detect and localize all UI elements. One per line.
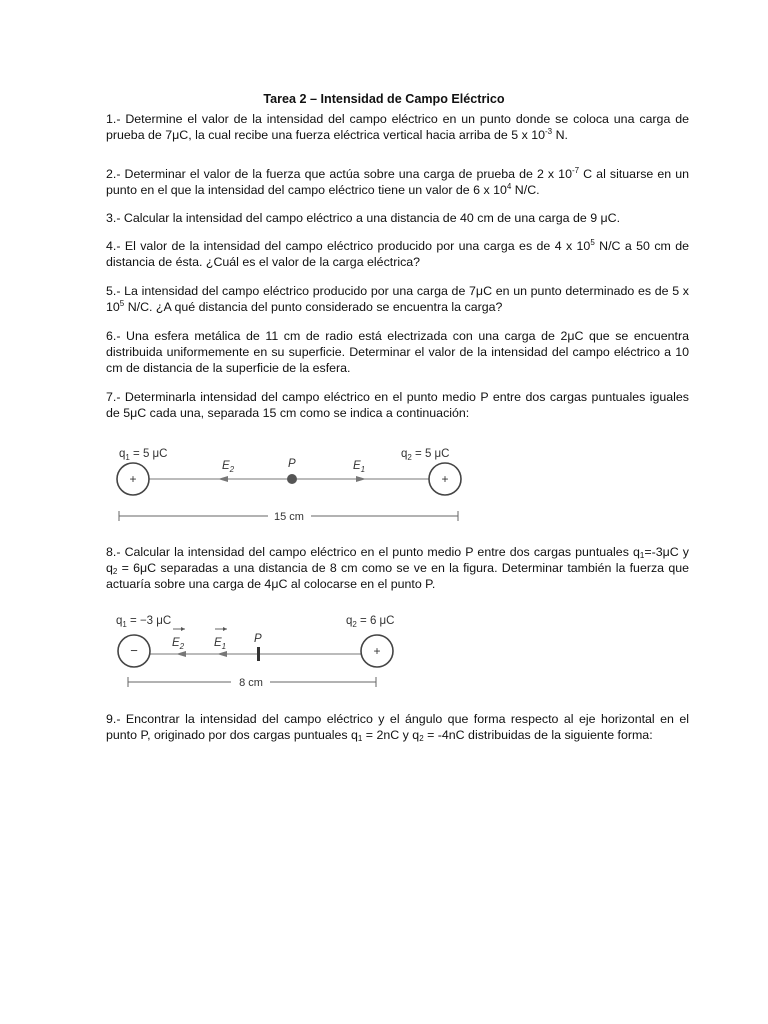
question-7 (106, 389, 689, 421)
question-5-text: 5.- La intensidad del campo eléctrico producido por una carga de 7μC en un punto determinado es de 5 x 10 (106, 284, 689, 314)
fig1-q2-label: $q_2 = 5$ μC (401, 448, 450, 462)
question-8-text: 8.- Calcular la intensidad del campo eléctrico en el punto medio P entre dos cargas puntuales q (106, 545, 640, 559)
question-2 (106, 166, 689, 198)
subscript: 2 (419, 734, 424, 743)
figure-2-charges-diagram (100, 605, 420, 695)
question-9-text-end: = -4nC distribuidas de la siguiente forma: (423, 728, 653, 742)
fig2-point-p-label: P (254, 633, 262, 645)
question-9 (106, 711, 689, 743)
fig2-arrow-e1 (217, 651, 227, 657)
fig1-point-p (287, 474, 297, 484)
fig1-e1-label: $E_1$ (353, 460, 366, 474)
fig2-e1-label: $E_1$ (214, 637, 227, 651)
fig1-plus-sign-right: + (441, 472, 449, 486)
question-4-text-cont: N/C a 50 cm de distancia de ésta. ¿Cuál es el valor de la carga eléctrica? (106, 239, 689, 269)
question-2-unit: N/C. (511, 183, 540, 197)
fig2-minus-sign: − (130, 643, 138, 658)
question-1-text: 1.- Determine el valor de la intensidad del campo eléctrico en un punto donde se coloca una carga de prueba de 7μC, la cual recibe una fuerza eléctrica vertical hacia arriba de 5 x 10 (106, 112, 689, 142)
question-9-text: 9.- Encontrar la intensidad del campo eléctrico y el ángulo que forma respecto al eje horizontal en el punto P, originado por dos cargas puntuales q (106, 712, 689, 742)
fig2-distance-label: 8 cm (239, 677, 263, 689)
fig1-e2-label: $E_2$ (222, 460, 235, 474)
question-4 (106, 238, 689, 270)
question-3-text: 3.- Calcular la intensidad del campo eléctrico a una distancia de 40 cm de una carga de 9 μC. (106, 211, 621, 225)
question-8-text-end: = 6μC separadas a una distancia de 8 cm como se ve en la figura. Determinar también la fuerza que actuaría sobre una carga de 4μC al colocarse en el punto P. (106, 561, 689, 591)
exponent: -3 (545, 127, 553, 136)
question-9-text-cont: = 2nC y q (362, 728, 420, 742)
page-title: Tarea 2 – Intensidad de Campo Eléctrico (263, 92, 505, 106)
fig1-arrow-e2 (218, 476, 228, 482)
fig2-vector-arrowhead-e2 (181, 627, 185, 631)
fig2-q1-label: $q_1 = -3$ μC (116, 615, 172, 629)
fig2-point-p-marker (257, 647, 260, 661)
subscript: 1 (357, 734, 363, 743)
question-5 (106, 283, 689, 315)
subscript: 1 (639, 551, 645, 560)
fig1-distance-label: 15 cm (274, 511, 304, 523)
question-6-text: 6.- Una esfera metálica de 11 cm de radio está electrizada con una carga de 2μC que se encuentra distribuida uniformemente en su superficie. Determinar el valor de la intensidad del campo eléctrico a 10 cm de distancia de la superficie de la esfera. (106, 329, 689, 375)
fig2-e2-label: $E_2$ (172, 637, 185, 651)
question-8-text-cont: =-3μC y q (106, 545, 690, 575)
question-4-text: 4.- El valor de la intensidad del campo eléctrico producido por una carga es de 4 x 10 (106, 239, 591, 253)
subscript: 2 (112, 567, 118, 576)
question-2-text-cont: C al situarse en un punto en el que la intensidad del campo eléctrico tiene un valor de 6 x 10 (106, 167, 689, 197)
fig2-vector-arrowhead-e1 (223, 627, 227, 631)
fig1-q1-label: $q_1 = 5$ μC (119, 448, 168, 462)
question-1-unit: N. (552, 128, 568, 142)
question-6 (106, 328, 689, 376)
exponent: -7 (571, 166, 580, 175)
exponent: 5 (590, 238, 595, 247)
question-7-text: 7.- Determinarla intensidad del campo eléctrico en el punto medio P entre dos cargas puntuales iguales de 5μC cada una, separada 15 cm como se indica a continuación: (106, 390, 689, 420)
question-5-text-cont: N/C. ¿A qué distancia del punto considerado se encuentra la carga? (124, 300, 503, 314)
fig1-plus-sign-left: + (129, 472, 137, 486)
exponent: 5 (119, 299, 125, 308)
exponent: 4 (506, 182, 512, 191)
fig2-arrow-e2 (176, 651, 186, 657)
fig2-q2-label: $q_2 = 6$ μC (346, 615, 395, 629)
fig1-point-p-label: P (288, 458, 296, 470)
question-2-text: 2.- Determinar el valor de la fuerza que actúa sobre una carga de prueba de 2 x 10 (106, 167, 572, 181)
question-3 (106, 210, 689, 226)
figure-1-charges-diagram (100, 438, 480, 528)
fig2-plus-sign: + (373, 644, 381, 658)
question-8 (106, 544, 689, 592)
fig1-arrow-e1 (356, 476, 366, 482)
question-1 (106, 111, 689, 143)
